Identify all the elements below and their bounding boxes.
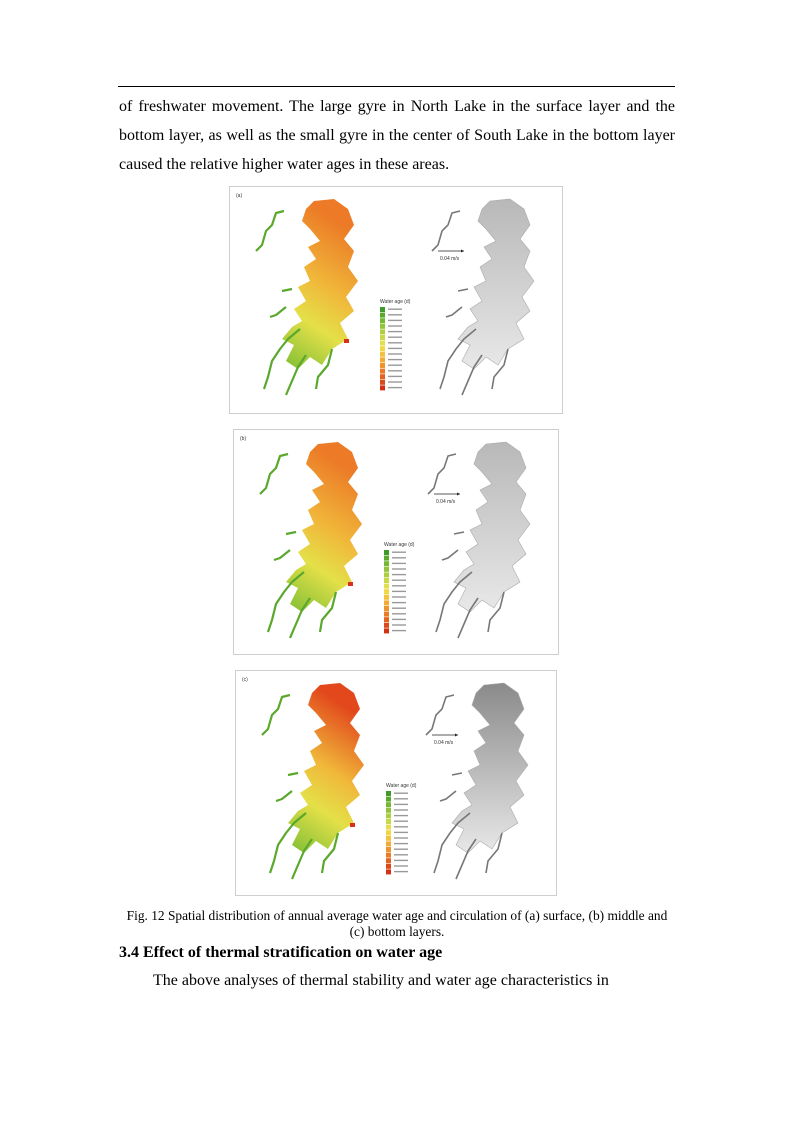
section-heading: 3.4 Effect of thermal stratification on water age [119,944,443,961]
header-rule [118,86,675,87]
arrow-scale-label: 0.04 m/s [434,740,454,746]
svg-text:Water age (d): Water age (d) [384,542,415,548]
paragraph-bottom: The above analyses of thermal stability and water age characteristics in [153,972,609,989]
panel-b-graphic [234,430,558,654]
water-age-legend [380,299,411,390]
panel-label: (c) [242,677,248,683]
water-age-legend [384,542,415,633]
svg-text:Water age (d): Water age (d) [386,783,417,789]
figure-caption: Fig. 12 Spatial distribution of annual average water age and circulation of (a) surface, (b) middle and (c) bottom layers. [126,908,668,939]
arrow-scale-label: 0.04 m/s [440,256,460,262]
arrow-scale-label: 0.04 m/s [436,499,456,505]
circulation-map [426,683,528,879]
panel-label: (a) [236,193,243,199]
water-age-map [260,442,362,638]
panel-a-graphic [230,187,562,413]
figure-panel-a [229,186,563,414]
water-age-map [256,199,358,395]
water-age-legend [386,783,417,874]
circulation-map [432,199,534,395]
water-age-map [262,683,364,879]
circulation-map [428,442,530,638]
figure-panel-b [233,429,559,655]
panel-label: (b) [240,436,247,442]
figure-panel-c [235,670,557,896]
panel-c-graphic [236,671,556,895]
svg-text:Water age (d): Water age (d) [380,299,411,305]
paragraph-top: of freshwater movement. The large gyre in North Lake in the surface layer and the bottom layer, as well as the small gyre in the center of South Lake in the bottom layer caused the relative higher water ages in these areas. [119,98,675,173]
